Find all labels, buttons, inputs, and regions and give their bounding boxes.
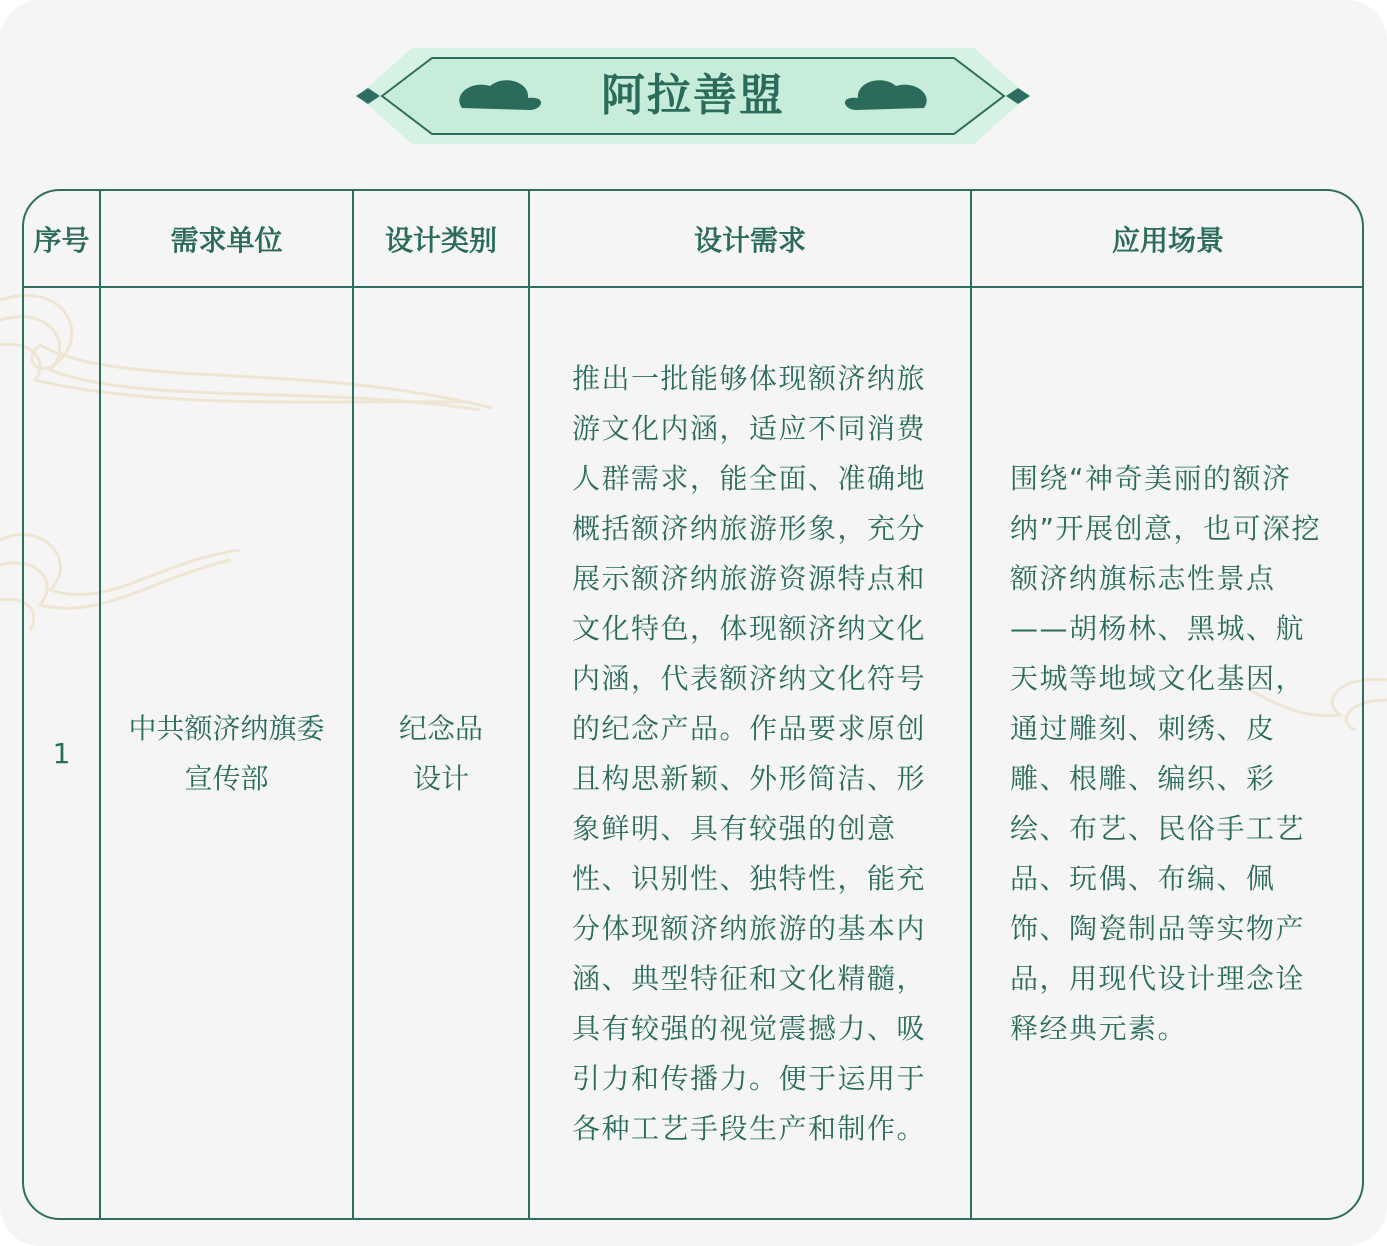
row-index: 1 xyxy=(52,737,71,770)
row-requirement: 推出一批能够体现额济纳旅游文化内涵，适应不同消费人群需求，能全面、准确地概括额济纳旅游形象，充分展示额济纳旅游资源特点和文化特色，体现额济纳文化内涵，代表额济纳文化符号的纪念产品。作品要求原创且构思新颖、外形简洁、形象鲜明、具有较强的创意性、识别性、独特性，能充分体现额济纳旅游的基本内涵、典型特征和文化精髓，具有较强的视觉震撼力、吸引力和传播力。便于运用于各种工艺手段生产和制作。 xyxy=(572,362,927,1145)
header-unit: 需求单位 xyxy=(170,223,283,257)
page-title: 阿拉善盟 xyxy=(601,70,785,121)
row-scenario: 围绕“神奇美丽的额济纳”开展创意，也可深挖额济纳旗标志性景点——胡杨林、黑城、航天城等地域文化基因，通过雕刻、刺绣、皮雕、根雕、编织、彩绘、布艺、民俗手工艺品、玩偶、布编、佩饰、陶瓷制品等实物产品，用现代设计理念诠释经典元素。 xyxy=(1010,462,1322,1045)
header-index: 序号 xyxy=(33,223,90,257)
row-scenario-cell xyxy=(972,288,1364,1220)
header-category: 设计类别 xyxy=(384,223,497,257)
row-requirement-cell xyxy=(530,288,970,1220)
requirements-table xyxy=(22,189,1364,1220)
header-requirement: 设计需求 xyxy=(693,223,806,257)
row-category: 纪念品设计 xyxy=(398,712,483,795)
row-unit: 中共额济纳旗委宣传部 xyxy=(128,712,325,795)
header-scenario: 应用场景 xyxy=(1111,223,1224,257)
